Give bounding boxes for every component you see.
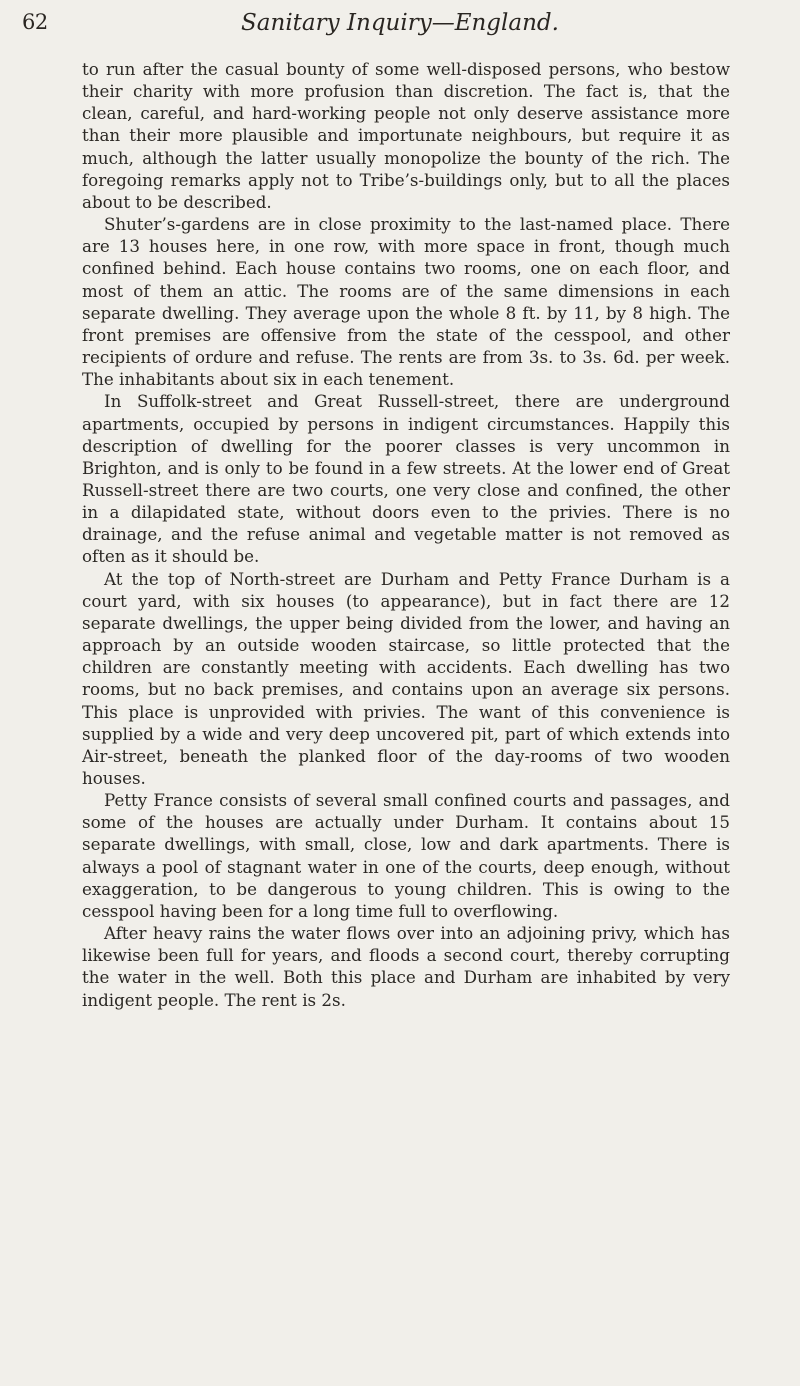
paragraph-continuation: to run after the casual bounty of some well-disposed persons, who bestow their charity with more profusion than discretion. The fact is, that the clean, careful, and hard-working people not only deserve assistance more than their more plausible and importunate neighbours, but require it as much, although the latter usually monopolize the bounty of the rich. The foregoing remarks apply not to Tribe’s-buildings only, but to all the places about to be described. bbox=[82, 59, 730, 212]
running-head: Sanitary Inquiry—England. bbox=[241, 10, 559, 36]
body-text bbox=[82, 58, 730, 1011]
paragraph-heavy-rains: After heavy rains the water flows over into an adjoining privy, which has likewise been full for years, and floods a second court, thereby corrupting the water in the well. Both this place and Durham are inhabited by very indigent people. The rent is 2s. bbox=[82, 923, 730, 1010]
page-header bbox=[22, 10, 778, 44]
paragraph-suffolk-street: In Suffolk-street and Great Russell-street, there are underground apartments, occupied by persons in indigent circumstances. Happily this description of dwelling for the poorer classes is very uncommon in Brighton, and is only to be found in a few streets. At the lower end of Great Russell-street there are two courts, one very close and confined, the other in a dilapidated state, without doors even to the privies. There is no drainage, and the refuse animal and vegetable matter is not removed as often as it should be. bbox=[82, 391, 730, 567]
paragraph-shuters-gardens: Shuter’s-gardens are in close proximity to the last-named place. There are 13 houses here, in one row, with more space in front, though much confined behind. Each house contains two rooms, one on each floor, and most of them an attic. The rooms are of the same dimensions in each separate dwelling. They average upon the whole 8 ft. by 11, by 8 high. The front premises are offensive from the state of the cesspool, and other recipients of ordure and refuse. The rents are from 3s. to 3s. 6d. per week. The inhabitants about six in each tenement. bbox=[82, 214, 730, 390]
paragraph-petty-france: Petty France consists of several small confined courts and passages, and some of the houses are actually under Durham. It contains about 15 separate dwellings, with small, close, low and dark apartments. There is always a pool of stagnant water in one of the courts, deep enough, without exaggeration, to be dangerous to young children. This is owing to the cesspool having been for a long time full to overflowing. bbox=[82, 790, 730, 921]
page-number: 62 bbox=[22, 10, 48, 34]
paragraph-durham: At the top of North-street are Durham and Petty France Durham is a court yard, with six houses (to appearance), but in fact there are 12 separate dwellings, the upper being divided from the lower, and having an approach by an outside wooden staircase, so little protected that the children are constantly meeting with accidents. Each dwelling has two rooms, but no back premises, and contains upon an average six persons. This place is unprovided with privies. The want of this convenience is supplied by a wide and very deep uncovered pit, part of which extends into Air-street, beneath the planked floor of the day-rooms of two wooden houses. bbox=[82, 568, 730, 788]
